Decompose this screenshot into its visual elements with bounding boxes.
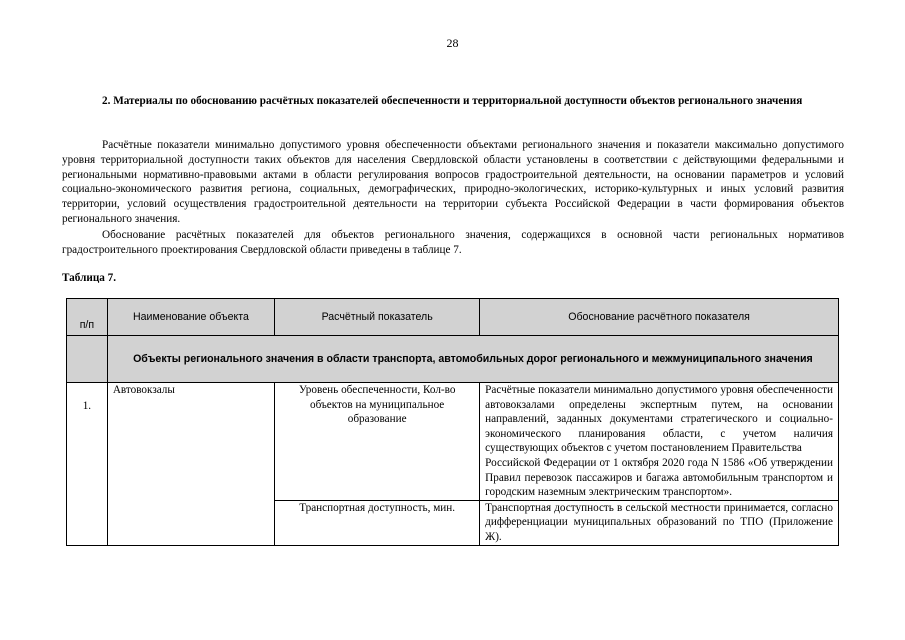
group-num-cell	[67, 336, 108, 383]
header-num: п/п	[67, 299, 108, 336]
section-heading: 2. Материалы по обоснованию расчётных показателей обеспеченности и территориальной доступности объектов регионального значения	[102, 95, 803, 107]
row-indicator: Уровень обеспеченности, Кол-во объектов на муниципальное образование	[275, 383, 480, 501]
group-title: Объекты регионального значения в области транспорта, автомобильных дорог регионального и межмуниципального значения	[107, 336, 838, 383]
page-number: 28	[446, 36, 459, 50]
row-justification-2: Транспортная доступность в сельской местности принимается, согласно дифференциации муниципальных образований по ТПО (Приложение Ж).	[480, 500, 839, 545]
indicators-table	[66, 298, 839, 546]
header-name: Наименование объекта	[107, 299, 274, 336]
row-justification	[480, 383, 839, 501]
justification-part-1: Расчётные показатели минимально допустимого уровня обеспеченности автовокзалами определены экспертным путем, на основании направлений, заданных документами стратегического и социально-экономического планирования области, с учетом наличия существующих объектов с учетом постановлением Правительства	[485, 384, 833, 455]
header-indicator: Расчётный показатель	[275, 299, 480, 336]
row-num-value: 1.	[82, 400, 92, 412]
table-caption: Таблица 7.	[62, 272, 117, 284]
table-row	[67, 383, 839, 501]
justification-part-2: Российской Федерации от 1 октября 2020 года N 1586 «Об утверждении Правил перевозок пассажиров и багажа автомобильным транспортом и городским наземным электрическим транспортом».	[485, 456, 833, 499]
row-num	[67, 383, 108, 546]
paragraph-1: Расчётные показатели минимально допустимого уровня обеспеченности объектами регионального значения и показатели максимально допустимого уровня территориальной доступности таких объектов для населения Свердловской области установлены в соответствии с действующими федеральными и региональными нормативно-правовыми актами в области регулирования вопросов градостроительной деятельности, на основании параметров и условий социально-экономического развития региона, социальных, демографических, природно-экологических, историко-культурных и иных условий развития территории, условий осуществления градостроительной деятельности на территории субъекта Российской Федерации в части формирования объектов регионального значения.	[62, 139, 844, 225]
header-justification: Обоснование расчётного показателя	[480, 299, 839, 336]
group-row	[67, 336, 839, 383]
row-indicator-2: Транспортная доступность, мин.	[275, 500, 480, 545]
table-header-row	[67, 299, 839, 336]
paragraph-2: Обоснование расчётных показателей для объектов регионального значения, содержащихся в основной части региональных нормативов градостроительного проектирования Свердловской области приведены в таблице 7.	[62, 229, 844, 256]
row-name: Автовокзалы	[107, 383, 274, 546]
